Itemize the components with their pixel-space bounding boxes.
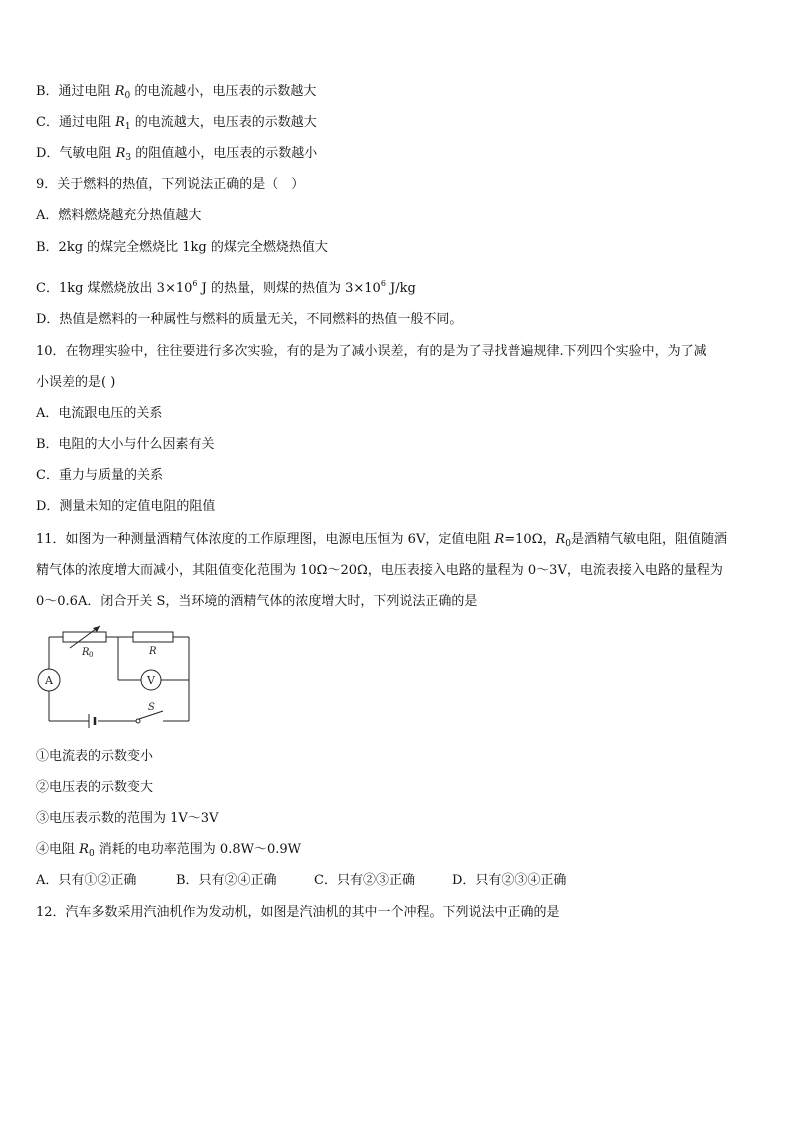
q11-choice-d: D．只有②③④正确 [452,873,567,888]
q10-option-a: A．电流跟电压的关系 [36,406,163,421]
q9-option-b: B．2kg 的煤完全燃烧比 1kg 的煤完全燃烧热值大 [36,240,328,255]
q10-option-c: C．重力与质量的关系 [36,468,163,483]
q11-statement-2: ②电压表的示数变大 [36,780,154,795]
voltmeter-label: V [147,674,155,687]
q8-option-b: B．通过电阻 $R_0$ 的电流越小，电压表的示数越大 [36,84,317,101]
r-label: R [149,646,157,657]
r0-label-subscript: 0 [89,651,94,659]
ammeter-label: A [45,674,53,687]
variable-resistor-arrowhead [93,626,100,632]
q10-option-b: B．电阻的大小与什么因素有关 [36,437,215,452]
q9-option-d: D．热值是燃料的一种属性与燃料的质量无关，不同燃料的热值一般不同。 [36,312,463,327]
q11-choice-a: A．只有①②正确 [36,873,137,888]
q11-choice-b: B．只有②④正确 [176,873,277,888]
q11-statement-4: ④电阻 $R_0$ 消耗的电功率范围为 0.8W～0.9W [36,842,302,859]
switch-contact [136,719,140,723]
q10-stem-line2: 小误差的是( ) [36,375,116,390]
q11-statement-3: ③电压表示数的范围为 1V～3V [36,811,219,826]
q11-choice-c: C．只有②③正确 [314,873,415,888]
circuit-diagram [36,624,202,736]
q11-stem-line3: 0～0.6A．闭合开关 S，当环境的酒精气体的浓度增大时，下列说法正确的是 [36,594,478,609]
q11-stem-line1: 11．如图为一种测量酒精气体浓度的工作原理图，电源电压恒为 6V，定值电阻 R=10Ω，$R_0$是酒精气敏电阻，阻值随酒 [36,532,728,549]
r0-label: R [82,647,90,658]
q11-statement-1: ①电流表的示数变小 [36,749,154,764]
q12-stem: 12．汽车多数采用汽油机作为发动机，如图是汽油机的其中一个冲程。下列说法中正确的是 [36,905,560,920]
q10-stem-line1: 10．在物理实验中，往往要进行多次实验，有的是为了减小误差，有的是为了寻找普遍规律.下列四个实验中，为了减 [36,344,707,359]
q8-option-d: D．气敏电阻 $R_3$ 的阻值越小，电压表的示数越小 [36,146,318,163]
q8-option-c: C．通过电阻 $R_1$ 的电流越大，电压表的示数越大 [36,115,317,132]
q9-stem: 9．关于燃料的热值，下列说法正确的是（ ） [36,177,305,192]
q9-option-a: A．燃料燃烧越充分热值越大 [36,208,202,223]
q9-option-c: C．1kg 煤燃烧放出 $3\times 10^6$ J 的热量，则煤的热值为 $3\times 10^6$ J/kg [36,279,416,296]
q11-stem-line2: 精气体的浓度增大而减小，其阻值变化范围为 10Ω～20Ω，电压表接入电路的量程为 0～3V，电流表接入电路的量程为 [36,563,723,578]
q10-option-d: D．测量未知的定值电阻的阻值 [36,499,216,514]
resistor-r [133,632,173,642]
q11-choices [36,873,566,889]
switch-label: S [148,702,155,713]
